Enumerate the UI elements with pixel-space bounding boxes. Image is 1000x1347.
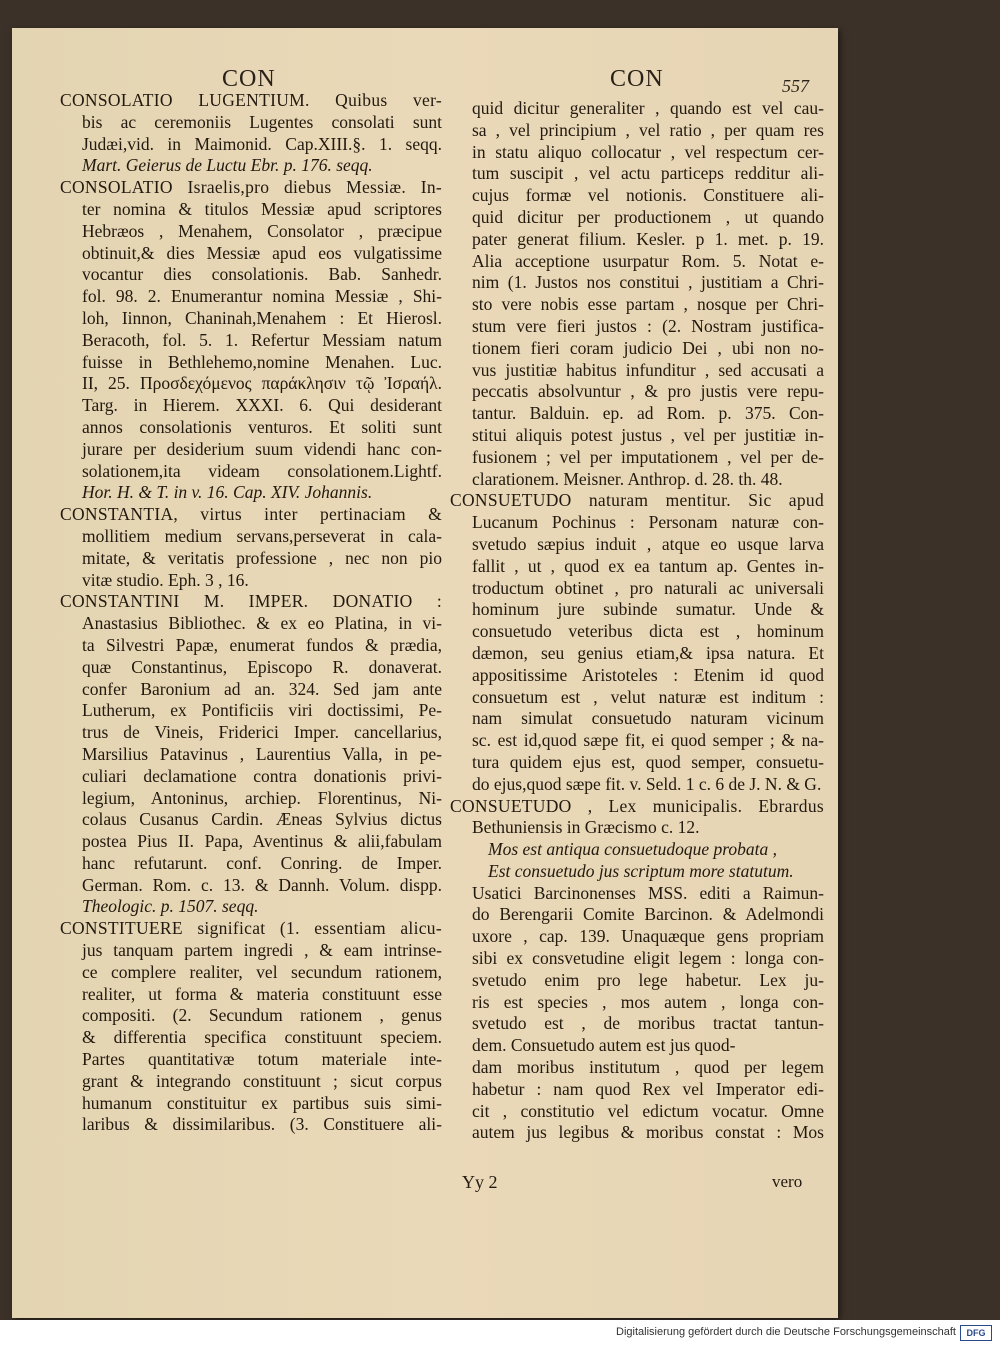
text-line: do ejus,quod sæpe fit. v. Seld. 1 c. 6 de J. N. & G. <box>472 773 822 794</box>
dfg-logo-icon: DFG <box>960 1325 992 1341</box>
text-line: culiari declamatione contra donationis privi- <box>82 765 442 786</box>
text-line: Hebræos , Menahem, Consolator , præcipue <box>82 220 442 241</box>
funding-credit: Digitalisierung gefördert durch die Deutsche Forschungsgemeinschaft <box>616 1326 956 1338</box>
text-line: sibi ex consvetudine eligit legem : longa con- <box>472 948 824 969</box>
text-line: obtinuit,& dies Messiæ apud eos vulgatissime <box>82 242 442 263</box>
text-line: nam simulat consuetudo naturam vicinum <box>472 708 824 729</box>
text-line: dem. Consuetudo autem est jus quod- <box>472 1035 736 1056</box>
text-line: CONSUETUDO naturam mentitur. Sic apud <box>450 490 824 511</box>
text-line: hanc refutarunt. conf. Conring. de Imper. <box>82 852 442 873</box>
text-line: bis ac ceremoniis Lugentes consolati sunt <box>82 111 442 132</box>
text-line: clarationem. Meisner. Anthrop. d. 28. th. 48. <box>472 468 783 489</box>
page-number: 557 <box>782 76 809 96</box>
text-line: Beracoth, fol. 5. 1. Refertur Messiam natum <box>82 329 442 350</box>
text-line: pater generat filium. Kesler. p 1. met. p. 19. <box>472 228 824 249</box>
text-line: Mos est antiqua consuetudoque probata , <box>488 839 778 860</box>
signature-mark: Yy 2 <box>462 1172 498 1192</box>
text-line: Alia acceptione usurpatur Rom. 5. Notat e- <box>472 250 824 271</box>
text-line: mitate, & veritatis professione , nec non pio <box>82 547 442 568</box>
text-line: dæmon, seu genius etiam,& ipsa natura. Et <box>472 642 824 663</box>
funding-bar <box>0 1320 1000 1347</box>
text-line: Lucanum Pochinus : Personam naturæ con- <box>472 512 824 533</box>
text-line: Partes quantitativæ totum materiale inte- <box>82 1049 442 1070</box>
text-line: fol. 98. 2. Enumerantur nomina Messiæ , Shi- <box>82 286 442 307</box>
text-line: Hor. H. & T. in v. 16. Cap. XIV. Johannis. <box>82 482 373 503</box>
text-line: & differentia specifica constituunt speciem. <box>82 1027 442 1048</box>
text-line: quæ Constantinus, Episcopo R. donaverat. <box>82 656 442 677</box>
text-line: fallit , ut , quod ex ea tantum ap. Gentes in- <box>472 555 824 576</box>
text-line: solationem,ita videam consolationem.Lightf. <box>82 460 442 481</box>
text-line: Theologic. p. 1507. seqq. <box>82 896 259 917</box>
text-line: fuisse in Bethlehemo,nomine Menahen. Luc. <box>82 351 442 372</box>
book-page <box>12 28 838 1318</box>
catchword: vero <box>772 1172 803 1191</box>
text-line: realiter, ut forma & materia constituunt esse <box>82 983 442 1004</box>
text-line: Anastasius Bibliothec. & ex eo Platina, in vi- <box>82 613 442 634</box>
text-line: vus justitiæ habitus infunditur , sed accusati a <box>472 359 824 380</box>
text-line: CONSTANTIA, virtus inter pertinaciam & <box>60 504 442 525</box>
text-line: appositissime Aristoteles : Etenim id quod <box>472 664 824 685</box>
text-line: compositi. (2. Secundum rationem , genus <box>82 1005 442 1026</box>
text-line: cit , constitutio vel edictum vocatur. Omne <box>472 1100 824 1121</box>
text-line: sc. est id,quod sæpe fit, ei quod semper ; & na- <box>472 730 824 751</box>
text-line: CONSOLATIO Israelis,pro diebus Messiæ. In- <box>60 177 442 198</box>
text-line: Usatici Barcinonenses MSS. editi a Raimun- <box>472 882 824 903</box>
text-line: CONSUETUDO , Lex municipalis. Ebrardus <box>450 795 824 816</box>
text-line: Lutherum, ex Pontificiis viri doctissimi, Pe- <box>82 700 442 721</box>
text-line: do Berengarii Comite Barcinon. & Adelmondi <box>472 904 824 925</box>
text-line: loh, Iinnon, Chaninah,Menahem : Et Hierosl. <box>82 307 442 328</box>
text-line: quid dicitur per productionem , ut quando <box>472 206 824 227</box>
text-line: sa , vel principium , vel ratio , per quam res <box>472 119 824 140</box>
text-line: svetudo enim pro lege habetur. Lex ju- <box>472 969 824 990</box>
text-line: autem jus legibus & moribus constat : Mos <box>472 1122 824 1143</box>
text-line: uxore , cap. 139. Unaquæque gens propriam <box>472 926 824 947</box>
right-column <box>450 98 824 1144</box>
running-head-left: CON <box>222 66 276 92</box>
text-line: Mart. Geierus de Luctu Ebr. p. 176. seqq. <box>82 155 373 176</box>
text-line: svetudo est , de moribus tractat tantun- <box>472 1013 824 1034</box>
text-line: Judæi,vid. in Maimonid. Cap.XIII.§. 1. seqq. <box>82 133 442 154</box>
text-line: sto vere nobis esse partam , nosque per Chri- <box>472 294 824 315</box>
text-line: Est consuetudo jus scriptum more statutum. <box>488 860 794 881</box>
text-line: annos consolationis venturos. Et soliti sunt <box>82 416 442 437</box>
text-line: tantur. Balduin. ep. ad Rom. p. 375. Con- <box>472 403 824 424</box>
text-line: postea Pius II. Papa, Aventinus & alii,fabulam <box>82 831 442 852</box>
text-line: svetudo sæpius induit , atque eo usque larva <box>472 533 824 554</box>
text-line: ce complere realiter, vel secundum rationem, <box>82 961 442 982</box>
text-line: ris est species , mos autem , longa con- <box>472 991 824 1012</box>
text-line: Bethuniensis in Græcismo c. 12. <box>472 817 700 838</box>
text-line: vocantur dies consolationis. Bab. Sanhedr. <box>82 264 442 285</box>
text-line: CONSTANTINI M. IMPER. DONATIO : <box>60 591 442 612</box>
text-line: CONSOLATIO LUGENTIUM. Quibus ver- <box>60 90 442 110</box>
text-line: troductum obtinet , pro naturali ac universali <box>472 577 824 598</box>
text-line: grant & integrando constituunt ; sicut corpus <box>82 1070 442 1091</box>
text-line: Targ. in Hierem. XXXI. 6. Qui desiderant <box>82 395 442 416</box>
text-line: humanum constituitur ex partibus suis simi- <box>82 1092 442 1113</box>
text-line: cujus formæ vel notionis. Constituere ali- <box>472 185 824 206</box>
text-line: consuetudo veteribus dicta est , hominum <box>472 621 824 642</box>
text-line: in statu aliquo collocatur , vel respectum cer- <box>472 141 824 162</box>
text-line: quid dicitur generaliter , quando est vel cau- <box>472 98 824 118</box>
text-line: tum suscipit , vel actu particeps redditur ali- <box>472 163 824 184</box>
text-line: jus tanquam partem ingredi , & eam intrinse- <box>82 940 442 961</box>
text-line: fusionem ; vel per imputationem , vel per de- <box>472 446 824 467</box>
text-line: peccatis absolvuntur , & pro justis vere repu- <box>472 381 824 402</box>
text-line: ta Silvestri Papæ, enumerat fundos & prædia, <box>82 634 442 655</box>
text-line: legium, Antoninus, archiep. Florentinus, Ni- <box>82 787 442 808</box>
text-line: mollitiem medium servans,perseverat in cala- <box>82 525 442 546</box>
running-head-right: CON <box>610 66 664 92</box>
text-line: ter nomina & titulos Messiæ apud scriptores <box>82 198 442 219</box>
text-line: German. Rom. c. 13. & Dannh. Volum. dispp. <box>82 874 442 895</box>
text-line: vitæ studio. Eph. 3 , 16. <box>82 569 249 590</box>
text-line: dam moribus institutum , quod per legem <box>472 1057 824 1078</box>
text-line: colaus Cusanus Cardin. Æneas Sylvius dictus <box>82 809 442 830</box>
text-line: trus de Vineis, Friderici Imper. cancellarius, <box>82 722 442 743</box>
text-line: Marsilius Patavinus , Laurentius Valla, in pe- <box>82 743 442 764</box>
text-line: confer Baronium ad an. 324. Sed jam ante <box>82 678 442 699</box>
text-line: laribus & dissimilaribus. (3. Constituere ali- <box>82 1114 442 1135</box>
text-line: tura quidem ejus est, quod semper, consuetu- <box>472 751 824 772</box>
text-line: CONSTITUERE significat (1. essentiam alicu- <box>60 918 442 939</box>
text-line: hominum jure subinde sumatur. Unde & <box>472 599 824 620</box>
text-line: stum vere fieri justos : (2. Nostram justifica- <box>472 315 824 336</box>
text-line: II, 25. Προσδεχόμενος παράκλησιν τῷ Ἰσραήλ. <box>82 373 442 394</box>
text-line: nim (1. Justos nos constitui , justitiam a Chri- <box>472 272 824 293</box>
text-line: consuetum est , velut naturæ est inditum : <box>472 686 824 707</box>
text-line: tionem fieri coram judicio Dei , ubi non no- <box>472 337 824 358</box>
left-column <box>60 90 442 1136</box>
text-line: stitui aliquis potest justus , vel per justitiæ in- <box>472 424 824 445</box>
text-line: jurare per desiderium suum videndi hanc con- <box>82 438 442 459</box>
text-line: habetur : nam quod Rex vel Imperator edi- <box>472 1078 824 1099</box>
